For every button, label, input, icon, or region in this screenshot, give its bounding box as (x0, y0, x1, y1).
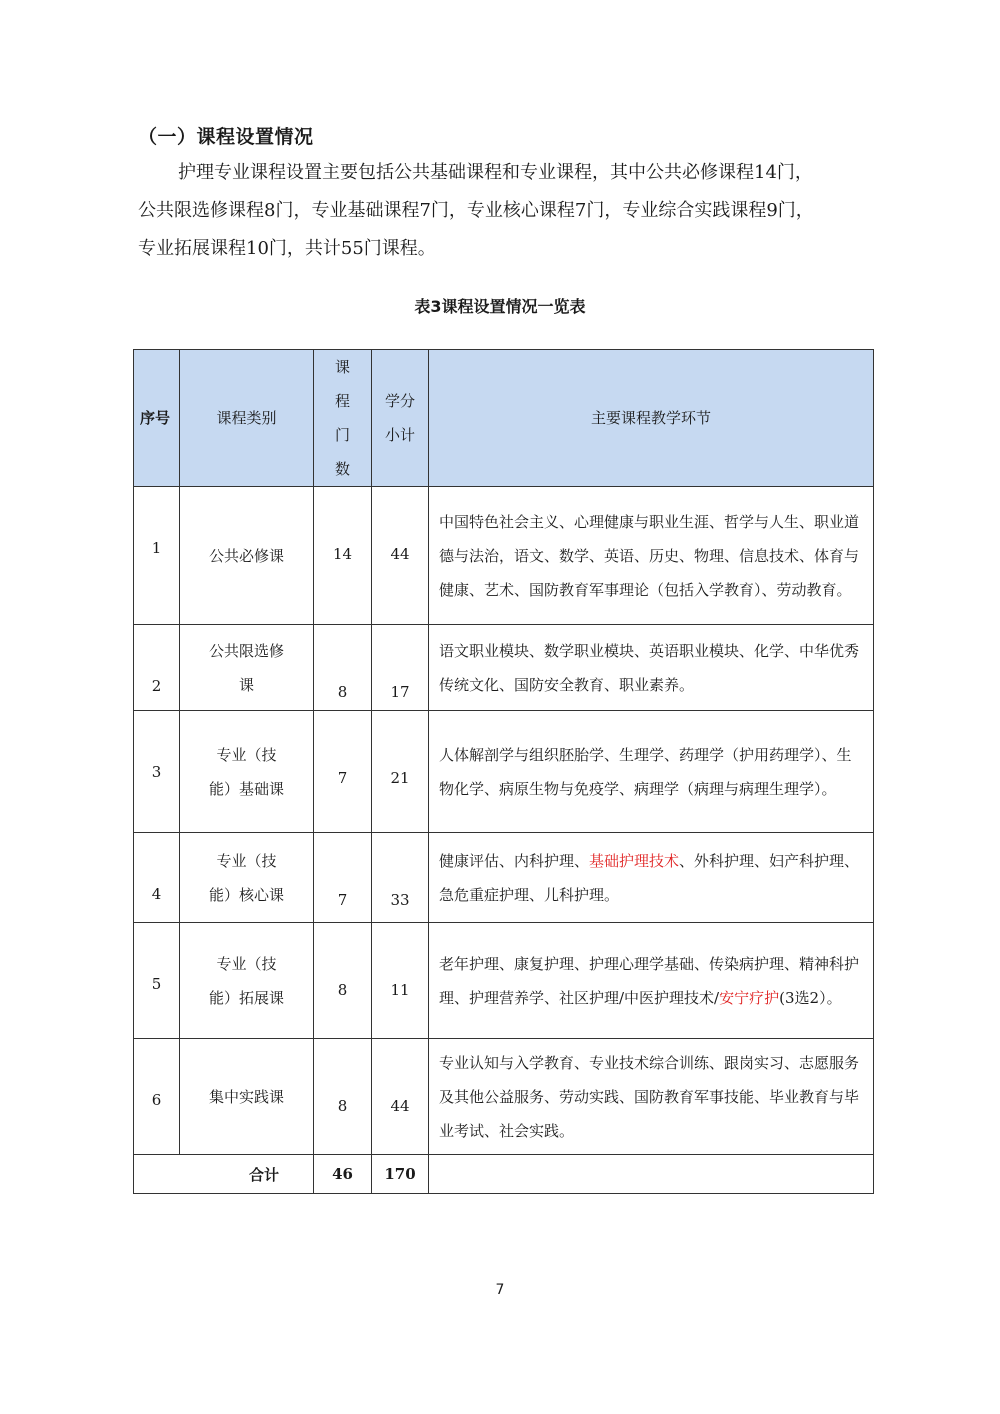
row-number: 6 (134, 1039, 180, 1155)
header-count: 课程门数 (314, 350, 372, 487)
table-row (134, 625, 874, 711)
row-credits: 44 (372, 487, 429, 625)
table-caption: 表3课程设置情况一览表 (414, 297, 586, 316)
row-category: 专业（技能）基础课 (180, 711, 314, 833)
row-main-content (429, 923, 874, 1039)
row-count: 8 (314, 1039, 372, 1155)
page-number: 7 (495, 1282, 505, 1298)
total-label: 合计 (134, 1155, 314, 1194)
course-text: 、外科护理、妇产科护理、急危重症护理、儿科护理。 (439, 851, 860, 904)
header-credits: 学分小计 (372, 350, 429, 487)
table-row (134, 833, 874, 923)
table-row (134, 923, 874, 1039)
row-number: 2 (134, 625, 180, 711)
course-text: 语文职业模块、数学职业模块、英语职业模块、化学、中华优秀传统文化、国防安全教育、职业素养。 (439, 641, 860, 694)
header-no: 序号 (134, 350, 180, 487)
row-count: 7 (314, 833, 372, 923)
intro-paragraph (138, 154, 876, 268)
total-count: 46 (314, 1155, 372, 1194)
row-main-content (429, 833, 874, 923)
row-credits: 17 (372, 625, 429, 711)
row-count: 14 (314, 487, 372, 625)
table-row (134, 487, 874, 625)
table-row (134, 711, 874, 833)
row-main-content (429, 711, 874, 833)
row-category: 专业（技能）拓展课 (180, 923, 314, 1039)
table-header-row (134, 350, 874, 487)
row-number: 4 (134, 833, 180, 923)
row-count: 8 (314, 923, 372, 1039)
total-row (134, 1155, 874, 1194)
row-category: 集中实践课 (180, 1039, 314, 1155)
total-credits: 170 (372, 1155, 429, 1194)
row-main-content (429, 487, 874, 625)
intro-line: 公共限选修课程8门，专业基础课程7门，专业核心课程7门，专业综合实践课程9门， (138, 200, 814, 221)
row-credits: 21 (372, 711, 429, 833)
row-credits: 33 (372, 833, 429, 923)
row-number: 5 (134, 923, 180, 1039)
header-category: 课程类别 (180, 350, 314, 487)
section-heading: （一）课程设置情况 (138, 126, 314, 148)
row-category: 专业（技能）核心课 (180, 833, 314, 923)
course-text: 健康评估、内科护理、 (439, 851, 590, 870)
course-text: (3选2）。 (779, 988, 842, 1007)
row-count: 8 (314, 625, 372, 711)
course-text: 人体解剖学与组织胚胎学、生理学、药理学（护用药理学）、生物化学、病原生物与免疫学、病理学（病理与病理生理学）。 (439, 745, 852, 798)
course-text: 专业认知与入学教育、专业技术综合训练、跟岗实习、志愿服务及其他公益服务、劳动实践、国防教育军事技能、毕业教育与毕业考试、社会实践。 (439, 1053, 860, 1140)
row-number: 3 (134, 711, 180, 833)
row-credits: 44 (372, 1039, 429, 1155)
table-row (134, 1039, 874, 1155)
intro-line: 护理专业课程设置主要包括公共基础课程和专业课程，其中公共必修课程14门， (178, 162, 813, 183)
course-text: 老年护理、康复护理、护理心理学基础、传染病护理、精神科护理、护理营养学、社区护理/中医护理技术/ (439, 954, 860, 1007)
row-count: 7 (314, 711, 372, 833)
row-number: 1 (134, 487, 180, 625)
course-text: 中国特色社会主义、心理健康与职业生涯、哲学与人生、职业道德与法治，语文、数学、英语、历史、物理、信息技术、体育与健康、艺术、国防教育军事理论（包括入学教育）、劳动教育。 (439, 512, 860, 599)
highlighted-course: 基础护理技术 (589, 851, 680, 870)
header-main: 主要课程教学环节 (429, 350, 874, 487)
row-category: 公共必修课 (180, 487, 314, 625)
row-category: 公共限选修课 (180, 625, 314, 711)
total-main (429, 1155, 874, 1194)
row-main-content (429, 1039, 874, 1155)
highlighted-course: 安宁疗护 (719, 988, 780, 1007)
course-table (133, 349, 874, 1194)
intro-line: 专业拓展课程10门，共计55门课程。 (138, 238, 436, 259)
row-main-content (429, 625, 874, 711)
row-credits: 11 (372, 923, 429, 1039)
